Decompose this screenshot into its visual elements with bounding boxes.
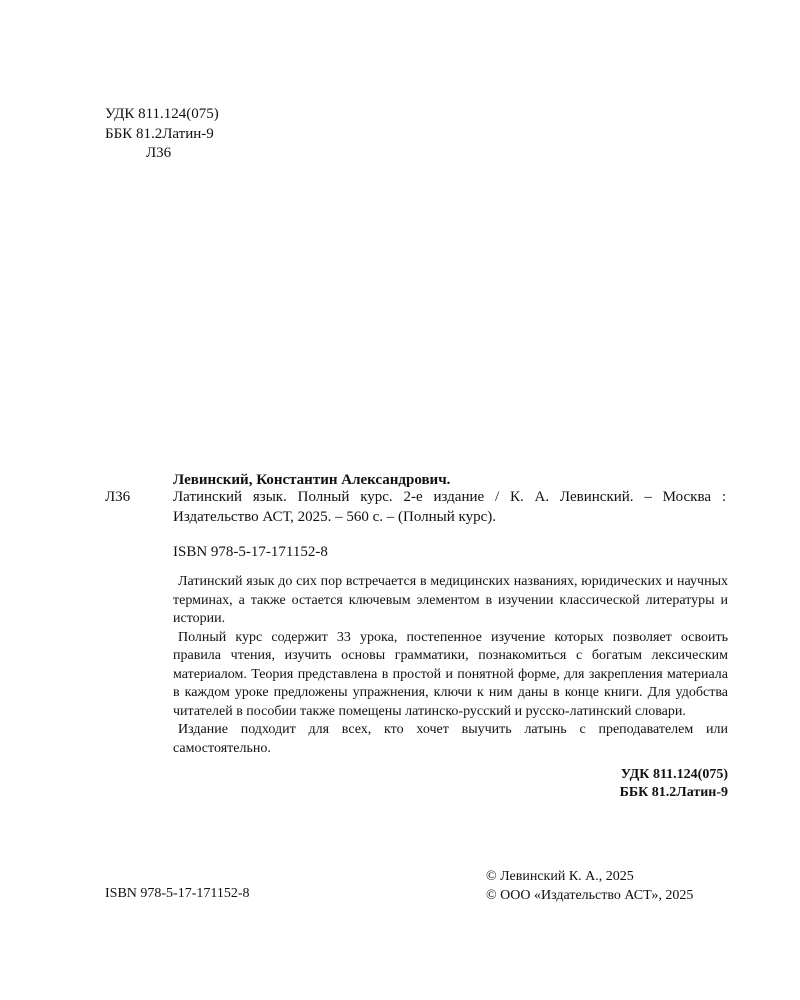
bbk-code-right: ББК 81.2Латин-9 (619, 785, 728, 800)
annotation-paragraph: Полный курс содержит 33 урока, постепенное изучение которых позволяет освоить правила чтения, изучить основы грамматики, познакомиться с богатым лексическим материалом. Теория представлена в простой и понятной форме, для закрепления материала в каждом уроке предложены упражнения, ключи к ним даны в конце книги. Для удобства читателей в пособии также помещены латинско-русский и русско-латинский словари. (173, 629, 728, 719)
author-mark: Л36 (146, 145, 172, 161)
author-name: Левинский, Константин Александрович. (173, 472, 451, 488)
isbn-record: ISBN 978-5-17-171152-8 (173, 544, 328, 560)
isbn-footer: ISBN 978-5-17-171152-8 (105, 886, 250, 901)
copyright-author: © Левинский К. А., 2025 (486, 869, 634, 884)
annotation-paragraph: Издание подходит для всех, кто хочет выучить латынь с преподавателем или самостоятельно. (173, 722, 728, 756)
annotation-paragraph: Латинский язык до сих пор встречается в медицинских названиях, юридических и научных терминах, а также остается ключевым элементом в изучении классической литературы и истории. (173, 574, 728, 626)
annotation (173, 573, 728, 758)
udk-code: УДК 811.124(075) (105, 106, 219, 122)
copyright-publisher: © ООО «Издательство АСТ», 2025 (486, 888, 694, 903)
author-mark-record: Л36 (105, 489, 131, 505)
udk-code-right: УДК 811.124(075) (620, 767, 728, 782)
bibliographic-description: Латинский язык. Полный курс. 2-е издание / К. А. Левинский. – Москва : Издательство АСТ, 2025. – 560 с. – (Полный курс). (173, 489, 726, 525)
bbk-code: ББК 81.2Латин-9 (105, 126, 214, 142)
